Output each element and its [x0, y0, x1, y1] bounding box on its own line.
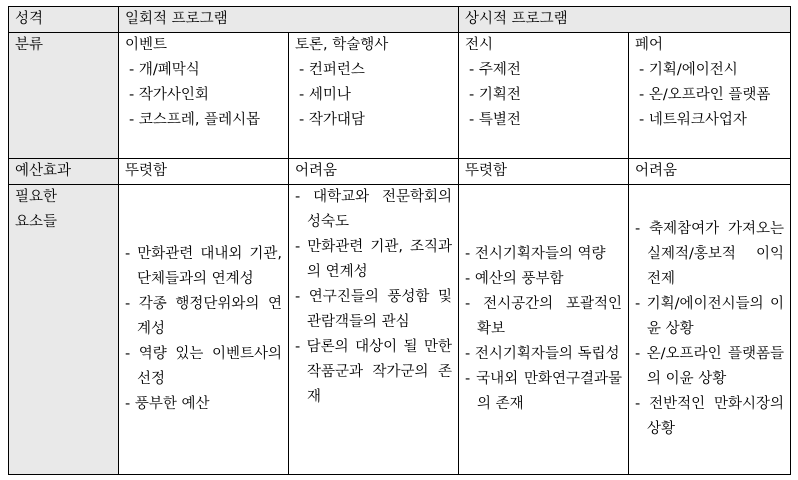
budget-c3-cell — [459, 159, 629, 185]
list-item: - 작가대담 — [299, 112, 365, 128]
classification-fair-cell — [629, 33, 791, 159]
budget-c2-cell — [289, 159, 459, 185]
list-item: - 코스프레, 플레시몹 — [129, 112, 261, 128]
list-item: - 기획/에이전시들의 이윤 상황 — [635, 296, 785, 337]
header-one-time-cell — [119, 7, 459, 33]
list-item: - 전시공간의 포괄적인 확보 — [465, 296, 623, 337]
table-header-row — [9, 7, 791, 33]
requirements-c4-cell — [629, 185, 791, 475]
list-item: - 예산의 풍부함 — [465, 271, 564, 287]
budget-value: 어려움 — [635, 163, 678, 179]
requirements-c3-cell — [459, 185, 629, 475]
program-comparison-table — [8, 6, 791, 475]
list-item: - 만화관련 기관, 조직과의 연계성 — [295, 239, 453, 280]
requirements-row — [9, 185, 791, 475]
list-item: - 개/폐막식 — [129, 62, 200, 78]
list-item: - 온/오프라인 플랫폼들의 이윤 상황 — [635, 346, 785, 387]
fair-title: 페어 — [635, 37, 664, 53]
fair-list — [635, 58, 784, 133]
list-item: - 역량 있는 이벤트사의 선정 — [125, 346, 282, 387]
list-item: - 기획/에이전시 — [639, 62, 738, 78]
list-item: - 기획전 — [469, 87, 521, 103]
budget-value: 어려움 — [295, 163, 338, 179]
list-item: - 작가사인회 — [129, 87, 209, 103]
list-item: - 컨퍼런스 — [299, 62, 365, 78]
budget-row — [9, 159, 791, 185]
list-item: - 풍부한 예산 — [125, 396, 210, 412]
requirements-c4-list — [635, 217, 784, 442]
classification-row — [9, 33, 791, 159]
list-item: - 온/오프라인 플랫폼 — [639, 87, 771, 103]
budget-value: 뚜렷함 — [465, 163, 508, 179]
list-item: - 전시기획자들의 역량 — [465, 246, 606, 262]
list-item: - 전반적인 만화시장의 상황 — [635, 396, 785, 437]
list-item: - 특별전 — [469, 112, 521, 128]
list-item: - 국내외 만화연구결과물의 존재 — [465, 371, 623, 412]
header-nature-label: 성격 — [15, 11, 44, 27]
list-item: - 대학교와 전문학회의 성숙도 — [295, 189, 453, 230]
budget-label-cell — [9, 159, 119, 185]
exhibition-list — [465, 58, 622, 133]
classification-label: 분류 — [15, 37, 44, 53]
list-item: - 세미나 — [299, 87, 351, 103]
requirements-c1-cell — [119, 185, 289, 475]
classification-event-cell — [119, 33, 289, 159]
discussion-title: 토론, 학술행사 — [295, 37, 389, 53]
classification-exhibition-cell — [459, 33, 629, 159]
list-item: - 만화관련 대내외 기관, 단체들과의 연계성 — [125, 246, 282, 287]
list-item: - 각종 행정단위와의 연계성 — [125, 296, 282, 337]
list-item: - 담론의 대상이 될 만한 작품군과 작가군의 존재 — [295, 339, 453, 405]
header-nature-cell — [9, 7, 119, 33]
requirements-label: 필요한 요소들 — [15, 189, 58, 230]
header-permanent-cell — [459, 7, 791, 33]
list-item: - 연구진들의 풍성함 및 관람객들의 관심 — [295, 289, 453, 330]
requirements-c1-list — [125, 242, 282, 417]
budget-label: 예산효과 — [15, 163, 72, 179]
event-list — [125, 58, 282, 133]
budget-value: 뚜렷함 — [125, 163, 168, 179]
header-one-time-label: 일회적 프로그램 — [125, 11, 228, 27]
budget-c4-cell — [629, 159, 791, 185]
list-item: - 전시기획자들의 독립성 — [465, 346, 620, 362]
requirements-c3-list — [465, 242, 622, 417]
requirements-label-cell — [9, 185, 119, 475]
requirements-c2-cell — [289, 185, 459, 475]
classification-label-cell — [9, 33, 119, 159]
header-permanent-label: 상시적 프로그램 — [465, 11, 568, 27]
budget-c1-cell — [119, 159, 289, 185]
event-title: 이벤트 — [125, 37, 168, 53]
discussion-list — [295, 58, 452, 133]
classification-discussion-cell — [289, 33, 459, 159]
list-item: - 네트워크사업자 — [639, 112, 747, 128]
list-item: - 축제참여가 가져오는 실제적/홍보적 이익 전제 — [635, 221, 785, 287]
exhibition-title: 전시 — [465, 37, 494, 53]
list-item: - 주제전 — [469, 62, 521, 78]
requirements-c2-list — [295, 185, 452, 410]
